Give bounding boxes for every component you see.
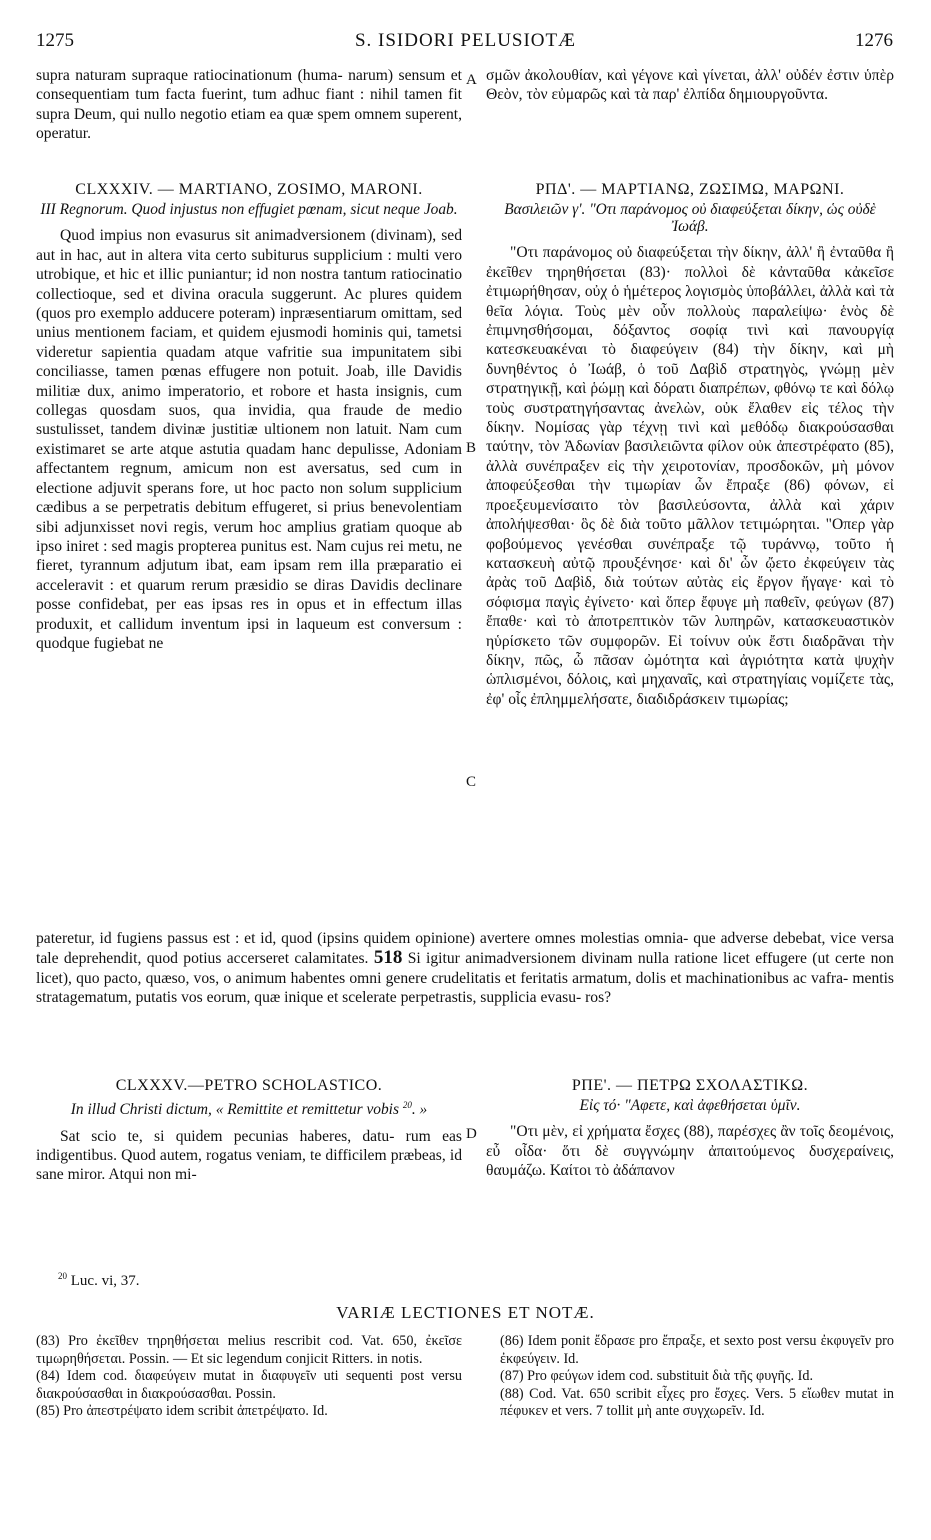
latin-letter-184-subtitle: III Regnorum. Quod injustus non effugiet pœnam, sicut neque Joab. xyxy=(40,201,458,219)
greek-letter-184-title: ΡΠΔ'. — ΜΑΡΤΙΑΝΩ, ΖΩΣΙΜΩ, ΜΑΡΩΝΙ. xyxy=(535,181,845,198)
greek-letter-185-body: "Οτι μὲν, εἰ χρήματα ἔσχες (88), παρέσχες ἂν τοῖς δεομένοις, εὖ οἶδα· ὅτι δὲ συγγνώμην ἀπαιτούμενος δυσχεραίνεις, θαυμάζω. Καίτοι τὸ ἀδάπανον xyxy=(486,1123,894,1180)
latin-subtitle-part-a: In illud Christi dictum, « Remittite et remittetur vobis xyxy=(70,1101,399,1119)
greek-continuation xyxy=(486,66,894,105)
footnote xyxy=(58,1271,140,1290)
notes-right-column xyxy=(500,1333,894,1421)
latin-letter-185-title: CLXXXV.—PETRO SCHOLASTICO. xyxy=(115,1077,383,1094)
notes-left-column xyxy=(36,1333,462,1421)
note-84: (84) Idem cod. διαφεύγειν mutat in διαφυγεῖν uti sequenti post versu διακρούσασθαι in διακρούσασθαι. Possin. xyxy=(36,1368,462,1402)
greek-letter-184-body: "Οτι παράνομος οὐ διαφεύξεται τὴν δίκην, ἀλλ' ἢ ἐνταῦθα ἢ ἐκεῖθεν τηρηθήσεται (83)· πολλοὶ δὲ κἀνταῦθα κἀκεῖσε ἐτιμωρήθησαν, οὐχ ὁ ἡμέτερος λογισμὸς ὑποβάλλει, ἀλλὰ καὶ τὰ θεῖα λόγια. Τοὺς μὲν οὖν πολλοὺς παραλείψω· ἑνὸς δὲ ἐπιμνησθήσομαι, δόξαντος σοφίᾳ τινὶ καὶ πανουργίᾳ κατεσκευακέναι τὸ διαφεύγειν (84) τὴν δίκην, καὶ μὴ δυνηθέντος ὁ Ἰωάβ, ὁ τοῦ Δαβὶδ στρατηγὸς, γνώμῃ μὲν στρατηγικῇ, καὶ ῥώμῃ καὶ δόρατι διαπρέπων, φθόνῳ τε καὶ δόλῳ τοὺς συστρατηγήσαντας ἀνελὼν, οὐκ ἔλαθεν εἰς τέλος τὴν δίκην. Νομίσας γὰρ τέχνῃ τινὶ καὶ μεθόδῳ διακρούσασθαι ταύτην, τὸν Ἀδωνίαν βασιλειῶντα φίλον οὐκ ἀπεστρέφατο (85), ἀλλὰ συνέπραξεν εἰς τὴν χειροτονίαν, προσδοκῶν, μὴ μόνον ἀποφεύξεσθαι τὴν τιμωρίαν ὧν ἔπραξε (86) φόνων, εἰ προεξευμενίσαιτο τὸν βασιλεύσοντα, ἀλλὰ καὶ χάριν ἀπολήψεσθαι· ὃς δὲ διὰ τοῦτο μᾶλλον τετιμώρηται. "Οπερ γὰρ φοβούμενος γενέσθαι συνέπραξε τῷ τυράννῳ, τοῦτο ἡ κατασκευὴ αὐτῷ προυξένησε· καὶ δι' ὧν ᾤετο ἐκφεύγειν τὰς ἀρὰς τοῦ Δαβὶδ, διὰ τούτων αὐτὰς εἰς ἔργον ἤγαγε· καὶ τὸ σόφισμα παγὶς ἐγίνετο· καὶ ὅπερ ἔφυγε μὴ παθεῖν, φεύγων (87) ἔπαθε· καὶ τὸ ἀποτρεπτικὸν τῶν λυπηρῶν, κατασκευαστικὸν ηὑρίσκετο τῶν συμφορῶν. Εἰ τοίνυν οὐκ ἔστι διαδρᾶναι τὴν δίκην, πῶς, ὦ πᾶσαν ὠμότητα καὶ ἀγριότητα κατὰ ψυχὴν ὡπλισμένοι, δόλοις, καὶ μηχαναῖς, καὶ στρατηγίαις νομίζετε τὰς, ἐφ' οἷς ἐπλημμελήσατε, διαδιδράσκειν τιμωρίας; xyxy=(486,244,894,708)
greek-letter-185-title: ΡΠΕ'. — ΠΕΤΡΩ ΣΧΟΛΑΣΤΙΚΩ. xyxy=(571,1077,809,1094)
latin-letter-184-title: CLXXXIV. — MARTIANO, ZOSIMO, MARONI. xyxy=(75,181,423,198)
greek-letter-184-subtitle: Βασιλειῶν γ'. "Οτι παράνομος οὐ διαφεύξεται δίκην, ὡς οὐδὲ Ἰωάβ. xyxy=(504,201,876,236)
greek-letter-185 xyxy=(486,1076,894,1181)
column-marker-number: 518 xyxy=(373,947,403,969)
footnote-number: 20 xyxy=(58,1271,67,1281)
note-88: (88) Cod. Vat. 650 scribit εἶχες pro ἔσχες. Vers. 5 εἴωθεν mutat in πέφυκεν et vers. 7 tollit μὴ ante συγχωρεῖν. Id. xyxy=(500,1385,894,1420)
margin-letter-d: D xyxy=(466,1126,477,1142)
latin-letter-185-subtitle xyxy=(36,1097,462,1118)
notes-title: VARIÆ LECTIONES ET NOTÆ. xyxy=(336,1303,595,1322)
page-number-left: 1275 xyxy=(36,30,74,51)
page-number-right: 1276 xyxy=(855,30,893,51)
note-85: (85) Pro ἀπεστρέψατο idem scribit ἀπετρέψατο. Id. xyxy=(36,1403,328,1420)
greek-continuation-text: σμῶν ἀκολουθίαν, καὶ γέγονε καὶ γίνεται, ἀλλ' οὐδέν ἐστιν ὑπὲρ Θεὸν, τὸν εὐμαρῶς καὶ τὰ παρ' ἐλπίδα δημιουργοῦντα. xyxy=(486,67,894,104)
greek-letter-184 xyxy=(486,180,894,709)
greek-letter-185-subtitle: Εἰς τό· "Αφετε, καὶ ἀφεθήσεται ὑμῖν. xyxy=(579,1097,801,1115)
latin-continuation xyxy=(36,66,462,144)
margin-letter-a: A xyxy=(466,72,477,88)
latin-continuation-text: supra naturam supraque ratiocinationum (huma- narum) sensum et consequentiam tum facta fuerint, tum adhuc fiant : nihil tamen fit supra Deum, qui nullo negotio etiam ea quæ spem omnem superent, operatur. xyxy=(36,67,462,143)
latin-wide-post: Si igitur animadversionem divinam nulla ratione licet effugere (ut certe non licet), quo pacto, quæso, vos, o animum habentes omni genere crudelitatis et feritatis armatum, dolis et machinationibus ac vafra- mentis stratagematum, putatis vos eorum, quæ inique et scelerate perpetrastis, supplicia evasu- ros? xyxy=(36,950,894,1007)
margin-letter-c: C xyxy=(466,774,477,790)
footnote-text: Luc. vi, 37. xyxy=(70,1273,140,1289)
latin-wide-paragraph xyxy=(36,929,894,1008)
latin-letter-184-body: Quod impius non evasurus sit animadversionem (divinam), sed aut in hac, aut in altera vita certo subiturus supplicium : multi vero utrobique, et hic et illic puniantur; id non nostra tantum ratiocinatio collectioque, sed et divina oracula suggerunt. Ac plures quidem (quos pro exemplo adducere poteram) inpræsentiarum omittam, sed unius mentionem faciam, et quidem ejusmodi hominis qui, tametsi videretur sapientia quadam atque vafritie sua impunitatem sibi conciliasse, tamen pœnas effugere non potuit. Joab, ille Davidis militiæ dux, animo imperatorio, et robore et hasta insignis, cum collegas quosdam suos, qua invidia, qua fraude de medio sustulisset, tandem divinæ justitiæ ultionem non latuit. Nam cum existimaret se arte atque astutia quadam hanc depulisse, Adoniam affectantem regnum, amicum non est aversatus, sed cum in electione adjuvit sperans fore, ut hoc pacto non solum supplicium cædibus a se perpetratis debitum effugeret, si prius benevolentiam sibi adjunxisset novi regis, verum hoc amplius gratiam quoque ab ipso iniret : sed magis propterea punitus est. Nam cujus rei metu, ne fieret, tyrannum adjutum ibat, eam ipsam rem illa præparatio ei acceleravit : et quarum rerum præsidio se diras Davidis declinare posse confidebat, per eas ipsas res in opus et in effectum illas produxit, et callidum inventum ipsi in laqueum est conversum : quodque fugiebat ne xyxy=(36,227,462,652)
margin-letter-b: B xyxy=(466,440,477,456)
latin-wide-pre: pateretur, id fugiens passus est : et id, quod (ipsins quidem opinione) avertere omnes molestias omnia- que adverse debebat, vice versa tale deprehendit, quod potius accerseret calamitates. xyxy=(36,930,894,968)
note-86: (86) Idem ponit ἔδρασε pro ἔπραξε, et sexto post versu ἐκφυγεῖν pro ἐκφεύγειν. Id. xyxy=(500,1333,894,1367)
running-title: S. ISIDORI PELUSIOTÆ xyxy=(354,30,577,51)
note-83: (83) Pro ἐκεῖθεν τηρηθήσεται melius rescribit cod. Vat. 650, ἐκεῖσε τιμωρηθήσεται. Possin. — Et sic legendum conjicit Ritters. in notis. xyxy=(36,1333,462,1367)
latin-letter-185 xyxy=(36,1076,462,1185)
latin-subtitle-part-b: . » xyxy=(411,1101,428,1119)
latin-letter-184 xyxy=(36,180,462,653)
footnote-ref: 20 xyxy=(402,1100,412,1111)
running-header xyxy=(0,30,931,60)
latin-letter-185-body: Sat scio te, si quidem pecunias haberes, datu- rum eas indigentibus. Quod autem, rogatus veniam, te difficilem præbeas, id sane miror. Atqui non mi- xyxy=(36,1127,462,1184)
note-87: (87) Pro φεύγων idem cod. substituit διὰ τῆς φυγῆς. Id. xyxy=(500,1368,813,1385)
